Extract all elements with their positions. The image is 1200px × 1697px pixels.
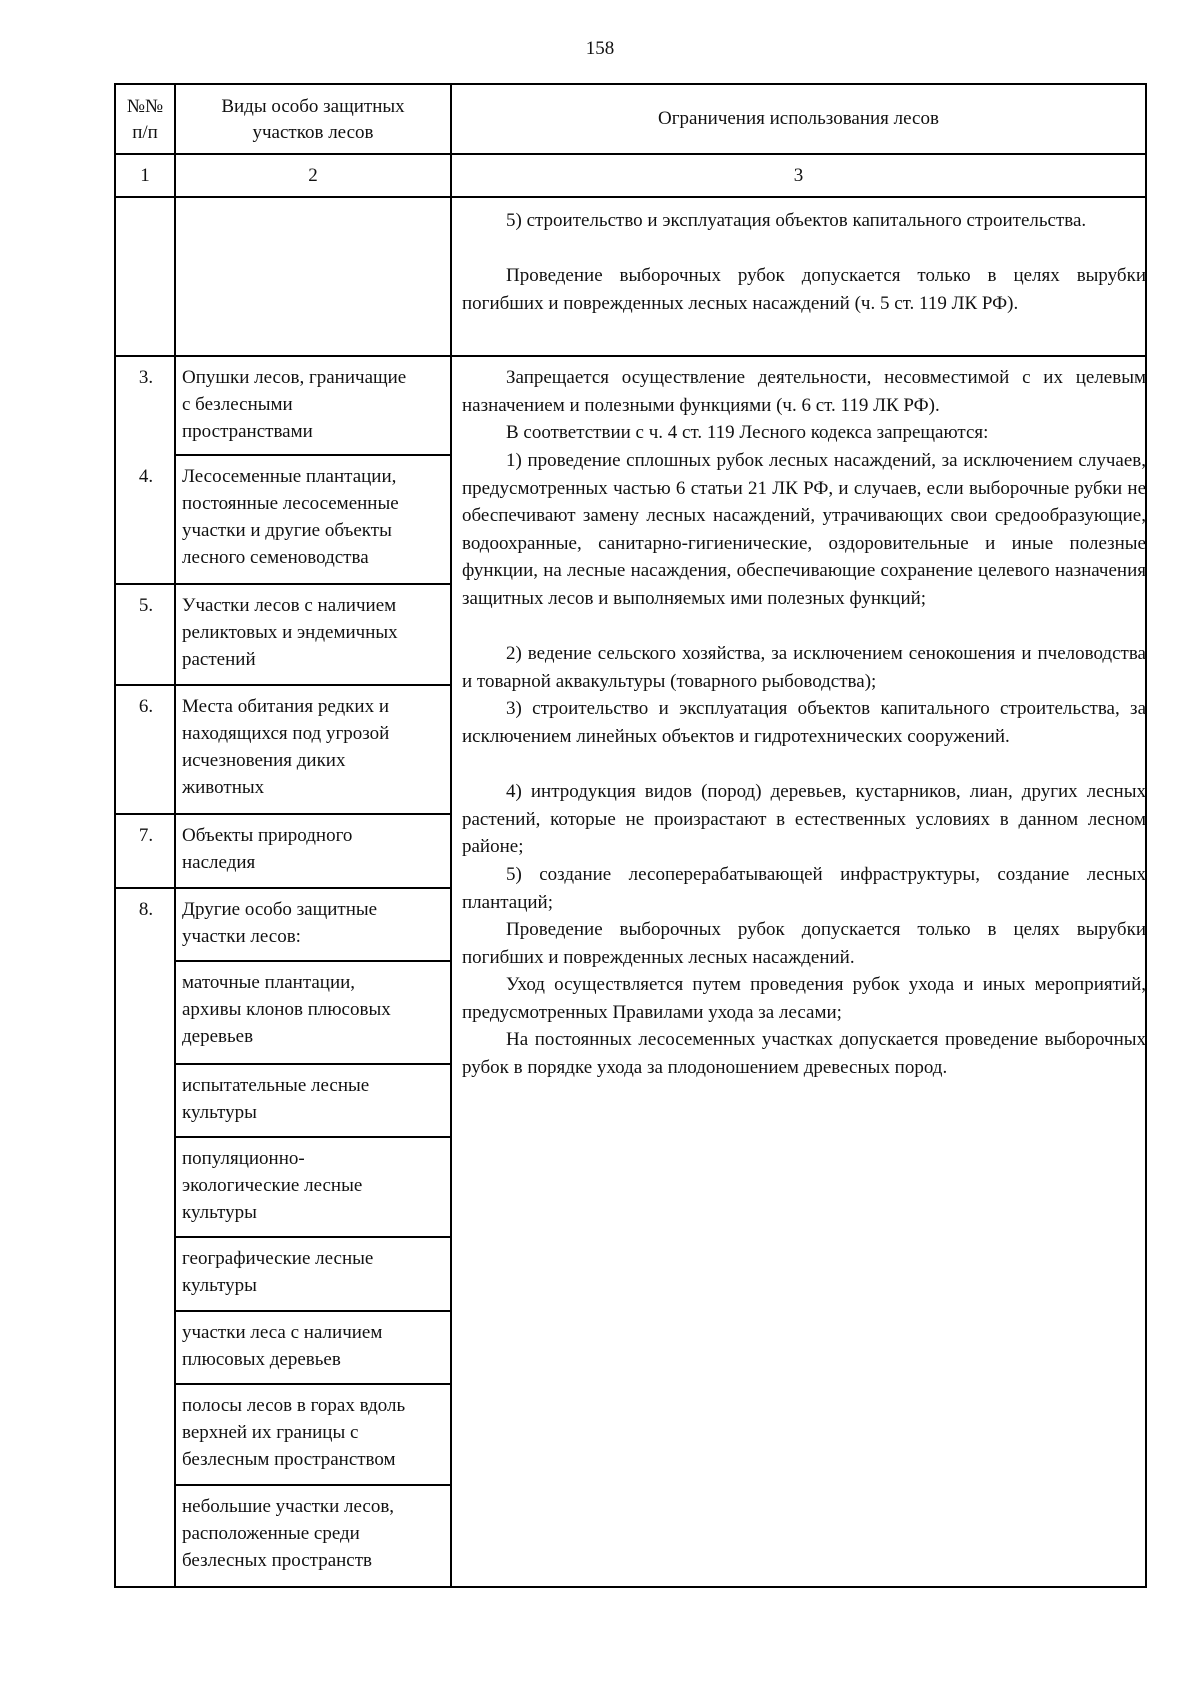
header-restriction: Ограничения использования лесов (658, 108, 939, 129)
restriction-paragraph: 4) интродукция видов (пород) деревьев, кустарников, лиан, других лесных растений, которые не произрастают в естественных условиях в данном лесном районе; (462, 781, 1146, 857)
row-number: 5. (138, 595, 154, 616)
row-number: 8. (138, 899, 154, 920)
row-divider (114, 583, 452, 585)
table-border-left (114, 83, 116, 1588)
subrow-divider (174, 1484, 452, 1486)
restriction-paragraph: Запрещается осуществление деятельности, несовместимой с их целевым назначением и полезными функциями (ч. 6 ст. 119 ЛК РФ). (462, 367, 1146, 416)
subrow-divider (174, 1236, 452, 1238)
row-number: 7. (138, 825, 154, 846)
subrow-divider (174, 1383, 452, 1385)
continuation-paragraph: 5) строительство и эксплуатация объектов капитального строительства. (506, 210, 1087, 231)
forest-area-subtype: участки леса с наличием плюсовых деревьев (182, 1322, 383, 1370)
restriction-paragraph: В соответствии с ч. 4 ст. 119 Лесного кодекса запрещаются: (506, 422, 989, 443)
forest-area-subtype: популяционно- экологические лесные культуры (182, 1148, 363, 1223)
subrow-divider (174, 1063, 452, 1065)
forest-area-type: Места обитания редких и находящихся под угрозой исчезновения диких животных (182, 696, 390, 798)
row-number: 6. (138, 696, 154, 717)
forest-area-subtype: полосы лесов в горах вдоль верхней их границы с безлесным пространством (182, 1395, 406, 1470)
forest-area-subtype: маточные плантации, архивы клонов плюсовых деревьев (182, 972, 391, 1047)
header-divider (114, 153, 1147, 155)
forest-area-subtype: испытательные лесные культуры (182, 1075, 370, 1123)
restriction-paragraph: Проведение выборочных рубок допускается только в целях вырубки погибших и поврежденных лесных насаждений. (462, 919, 1146, 968)
column-number: 1 (140, 165, 150, 186)
forest-area-type: Лесосеменные плантации, постоянные лесосеменные участки и другие объекты лесного семеноводства (182, 466, 399, 568)
row-divider (114, 887, 452, 889)
row-number: 3. (138, 367, 154, 388)
table-border-bottom (114, 1586, 1147, 1588)
forest-area-subtype: небольшие участки лесов, расположенные среди безлесных пространств (182, 1496, 395, 1571)
restriction-paragraph: На постоянных лесосеменных участках допускается проведение выборочных рубок в порядке ухода за плодоношением древесных пород. (462, 1029, 1146, 1078)
column-divider (450, 83, 452, 1588)
restriction-paragraph: Уход осуществляется путем проведения рубок ухода и иных мероприятий, предусмотренных Правилами ухода за лесами; (462, 974, 1146, 1023)
subrow-divider (174, 960, 452, 962)
restriction-paragraph: 5) создание лесоперерабатывающей инфраструктуры, создание лесных плантаций; (462, 864, 1146, 913)
row-divider (114, 813, 452, 815)
column-numbers-divider (114, 196, 1147, 198)
row-divider (114, 684, 452, 686)
forest-area-type: Опушки лесов, граничащие с безлесными пространствами (182, 367, 407, 442)
continuation-paragraph: Проведение выборочных рубок допускается только в целях вырубки погибших и поврежденных лесных насаждений (ч. 5 ст. 119 ЛК РФ). (462, 265, 1146, 314)
restriction-paragraph: 3) строительство и эксплуатация объектов капитального строительства, за исключением линейных объектов и гидротехнических сооружений. (462, 698, 1146, 747)
header-num: №№ п/п (126, 96, 164, 143)
forest-area-subtype: географические лесные культуры (182, 1248, 374, 1296)
restriction-paragraph: 2) ведение сельского хозяйства, за исключением сенокошения и пчеловодства и товарной аквакультуры (товарного рыбоводства); (462, 643, 1146, 692)
column-number: 3 (793, 165, 804, 186)
page-number: 158 (585, 38, 615, 59)
column-divider (174, 83, 176, 1588)
subrow-divider (174, 1136, 452, 1138)
row-divider (174, 454, 452, 456)
continuation-divider (114, 355, 1147, 357)
row-number: 4. (138, 466, 154, 487)
header-kind: Виды особо защитных участков лесов (221, 96, 405, 143)
forest-area-type: Объекты природного наследия (182, 825, 353, 873)
column-number: 2 (308, 165, 318, 186)
forest-area-type: Другие особо защитные участки лесов: (182, 899, 378, 947)
forest-area-type: Участки лесов с наличием реликтовых и эндемичных растений (182, 595, 398, 670)
subrow-divider (174, 1310, 452, 1312)
restriction-paragraph: 1) проведение сплошных рубок лесных насаждений, за исключением случаев, предусмотренных частью 6 статьи 21 ЛК РФ, и случаев, если выборочные рубки не обеспечивают замену лесных насаждений, утрачивающих свои средообразующие, водоохранные, санитарно-гигиенические, оздоровительные и иные полезные функции, на лесные насаждения, обеспечивающие сохранение целевого назначения защитных лесов и выполняемых ими полезных функций; (462, 450, 1146, 609)
table-border-top (114, 83, 1147, 85)
